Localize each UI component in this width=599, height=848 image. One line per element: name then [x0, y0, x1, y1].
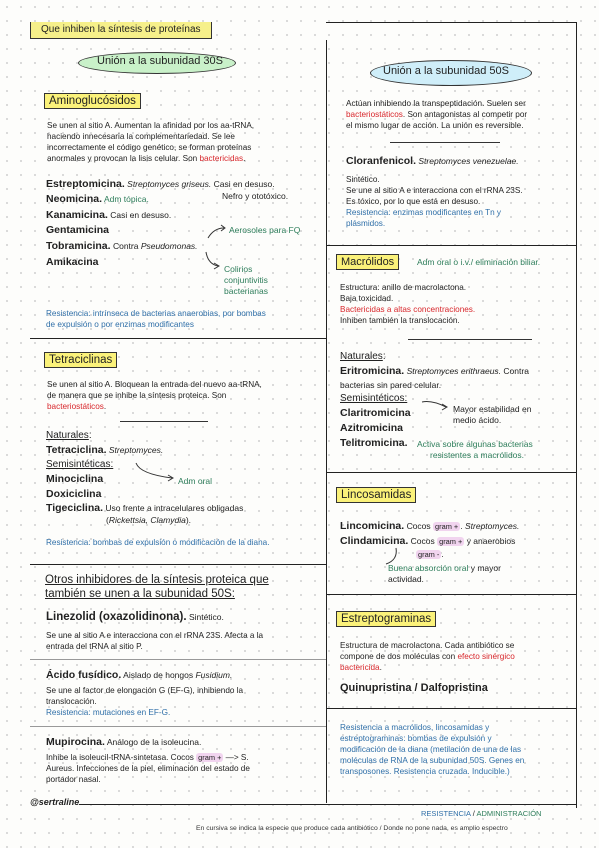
- text: Cocos: [406, 521, 434, 531]
- desc-line: de manera que se inhibe la síntesis proteica. Son: [47, 391, 227, 400]
- desc-line: entrada del tRNA al sitio P.: [46, 642, 143, 651]
- desc-line: Inhiben también la translocación.: [340, 316, 460, 325]
- text: .: [460, 521, 465, 531]
- resistance-line: estreptograminas: bombas de expulsión y: [340, 734, 492, 743]
- bactericidas-label: bactericidas: [199, 154, 244, 163]
- eritromicina-note: bacterias sin pared celular.: [340, 380, 442, 390]
- legend-administration: ADMINISTRACIÓN: [476, 809, 542, 818]
- acido-fusidico: Ácido fusídico.: [46, 669, 122, 681]
- text: .: [243, 154, 246, 163]
- note-line: resistentes a macrólidos.: [430, 450, 525, 460]
- nefro-note: Nefro y ototóxico.: [222, 191, 289, 201]
- text: Cocos: [410, 536, 438, 546]
- text: compone de dos moléculas con: [340, 652, 458, 661]
- note: Contra: [112, 241, 141, 251]
- legend-resistance: RESISTENCIA: [421, 809, 471, 818]
- intro-line: Actúan inhibiendo la transpeptidación. Suelen ser: [346, 99, 526, 108]
- naturales-label: Naturales: [340, 351, 383, 362]
- resistance-line: de expulsión o por enzimas modificantes: [46, 320, 194, 329]
- bacteriostaticos-label: bacteriostáticos: [346, 110, 403, 119]
- tigeciclina: Tigeciclina.: [46, 502, 103, 514]
- otros-title-line: Otros inhibidores de la síntesis proteica que: [45, 574, 269, 586]
- text: :: [382, 351, 386, 362]
- telitromicina: Telitromicina.: [340, 437, 408, 449]
- sinergico-label: efecto sinérgico: [457, 652, 515, 661]
- resistance-line: Resistencia: intrínseca de bacterias anaerobias, por bombas: [46, 309, 266, 318]
- legend: [421, 809, 541, 818]
- macrolidos-title: Macrólidos: [336, 254, 399, 270]
- kanamicina: Kanamicina.: [46, 209, 108, 221]
- text: (: [106, 515, 109, 525]
- desc-line: Estructura: anillo de macrolactona.: [340, 283, 467, 292]
- gram-negative-badge: gram -: [418, 550, 440, 559]
- species: Pseudomonas.: [140, 241, 198, 251]
- resistance-line: plásmidos.: [346, 219, 386, 228]
- desc-line: Baja toxicidad.: [340, 294, 394, 303]
- tetra-semisinteticas: Semisintéticas:: [46, 459, 114, 470]
- desc-line: Se une al sitio A e interacciona con el rRNA 23S.: [346, 186, 523, 195]
- estreptograminas-desc: [340, 640, 572, 673]
- eritromicina: Eritromicina.: [340, 365, 405, 377]
- gram-positive-badge: gram +: [435, 522, 459, 531]
- doxiciclina: Doxiciclina: [46, 488, 102, 500]
- signature: @sertraline: [30, 797, 80, 807]
- desc-line: [340, 651, 572, 662]
- text: y mayor: [468, 563, 501, 573]
- resistance-line: Resistencia: enzimas modificantes en Tn y: [346, 208, 502, 217]
- note: Casi en desuso.: [110, 210, 172, 220]
- species: Streptomyces.: [108, 445, 164, 455]
- mupirocina: Mupirocina.: [46, 736, 105, 748]
- bacteriostaticos-label: bacteriostáticos: [47, 402, 104, 411]
- desc-line: Se unen al sitio A. Bloquean la entrada del nuevo aa-tRNA,: [47, 380, 262, 389]
- aminoglucosidos-desc-line: haciendo innecesaria la complementariedad. Se lee: [47, 132, 235, 141]
- species: Streptomyces venezuelae.: [418, 156, 519, 166]
- desc-line: Aureus. Infecciones de la piel, eliminación del estado de: [46, 764, 250, 773]
- text: anormales y provocan la lisis celular. Son: [47, 154, 200, 163]
- resistance-line: Resistencia a macrólidos, lincosamidas y: [340, 723, 490, 732]
- estreptomicina: Estreptomicina.: [46, 178, 125, 190]
- text: ).: [185, 515, 192, 525]
- tetraciclina: Tetraciclina.: [46, 444, 107, 456]
- lincomicina: Lincomicina.: [340, 520, 405, 532]
- text: .: [379, 663, 382, 672]
- species: Streptomyces griseus.: [127, 179, 212, 189]
- aerosoles-note: Aerosoles para FQ: [229, 225, 301, 235]
- macro-semisinteticos: Semisintéticos:: [340, 393, 408, 404]
- tetraciclinas-resistance: Resistencia: bombas de expulsión o modificación de la diana.: [46, 538, 270, 547]
- linezolid: Linezolid (oxazolidinona).: [46, 611, 187, 623]
- adm-oral-note: Adm oral: [178, 476, 213, 486]
- absorcion-label: Buena absorción oral: [388, 563, 469, 573]
- note-line: medio ácido.: [453, 415, 502, 425]
- tobramicina: Tobramicina.: [46, 240, 111, 252]
- note: Casi en desuso.: [213, 179, 275, 189]
- species: Rickettsia, Clamydia: [108, 515, 186, 525]
- final-resistance: [340, 722, 524, 777]
- note: Aislado de hongos: [123, 670, 196, 680]
- page-title: Que inhiben la síntesis de proteínas: [41, 24, 201, 35]
- naturales-label: Naturales: [46, 430, 89, 441]
- otros-title-line: también se unen a la subunidad 50S:: [45, 588, 235, 600]
- bactericida-label: bactericida: [340, 663, 380, 672]
- colirios-line: Colirios: [224, 264, 253, 274]
- desc-line: Es tóxico, por lo que está en desuso.: [346, 197, 481, 206]
- aminoglucosidos-title: Aminoglucósidos: [44, 93, 141, 109]
- desc-line: Sintético.: [346, 175, 380, 184]
- macrolidos-adm: Adm oral o i.v./ eliminación biliar.: [417, 257, 541, 267]
- colirios-line: bacterianas: [224, 286, 268, 296]
- desc-line: Se une al sitio A e interacciona con el rRNA 23S. Afecta a la: [46, 631, 264, 640]
- resistance-line: modificación de la diana (metilación de una de las: [340, 745, 522, 754]
- note: Sintético.: [188, 612, 224, 622]
- aminoglucosidos-desc-line: Se unen al sitio A. Aumentan la afinidad por los aa-tRNA,: [47, 121, 255, 130]
- gram-positive-badge: gram +: [439, 537, 463, 546]
- footer-note: En cursiva se indica la especie que produce cada antibiótico / Donde no pone nada, es amplio espectro: [196, 825, 508, 832]
- desc-line: Se une al factor de elongación G (EF-G), inhibiendo la: [46, 686, 244, 695]
- neomicina: Neomicina.: [46, 193, 103, 205]
- note-line: Activa sobre algunas bacterias: [417, 439, 533, 449]
- text: :: [88, 430, 92, 441]
- text: .: [103, 402, 107, 411]
- desc-line: Estructura de macrolactona. Cada antibiótico se: [340, 641, 515, 650]
- text: Inhibe la isoleucil-tRNA-sintetasa. Cocos: [46, 753, 197, 762]
- note: Uso frente a intracelulares obligadas: [105, 503, 244, 513]
- bactericidas-label: Bactericidas a altas concentraciones.: [340, 305, 476, 314]
- intro-line: el mismo lugar de acción. La unión es reversible.: [346, 121, 524, 130]
- quinupristina-dalfopristina: Quinupristina / Dalfopristina: [340, 682, 488, 694]
- absorcion-note: [388, 563, 501, 585]
- gentamicina: Gentamicina: [46, 224, 110, 236]
- note-line: Mayor estabilidad en: [453, 404, 532, 414]
- gram-positive-badge: gram +: [198, 753, 222, 762]
- aminoglucosidos-desc-line: incorrectamente el código genético, se forman proteínas: [47, 143, 252, 152]
- text: y anaerobios: [464, 536, 516, 546]
- note-line: actividad.: [388, 574, 424, 584]
- minociclina: Minociclina: [46, 473, 104, 485]
- text: . Son antagonistas al competir por: [402, 110, 528, 119]
- amikacina: Amikacina: [46, 256, 99, 268]
- species: Streptomyces erithraeus.: [406, 366, 502, 376]
- text: /: [470, 809, 477, 818]
- note: Análogo de la isoleucina.: [106, 737, 202, 747]
- azitromicina: Azitromicina: [340, 422, 404, 434]
- species: Fusidium.: [195, 670, 233, 680]
- note-line: [388, 563, 501, 574]
- cloranfenicol: Cloranfenicol.: [346, 155, 417, 167]
- desc-line: translocación.: [46, 697, 97, 706]
- note: Contra: [503, 366, 529, 376]
- subunit-30s-title: Unión a la subunidad 30S: [97, 55, 223, 67]
- estreptograminas-title: Estreptograminas: [336, 611, 436, 627]
- resistance-line: moléculas de RNA de la subunidad 50S. Genes en: [340, 756, 525, 765]
- claritromicina: Claritromicina: [340, 407, 411, 419]
- clindamicina: Clindamicina.: [340, 535, 409, 547]
- resistance-line: transposones. Resistencia cruzada. Inducible.): [340, 767, 510, 776]
- colirios-line: conjuntivitis: [224, 275, 268, 285]
- administration-note: Adm tópica.: [103, 194, 149, 204]
- tetraciclinas-title: Tetraciclinas: [44, 352, 117, 368]
- text: —> S.: [225, 753, 249, 762]
- desc-line: portador nasal.: [46, 775, 101, 784]
- fusidico-resistance: Resistencia: mutaciones en EF-G.: [46, 708, 171, 717]
- subunit-50s-title: Unión a la subunidad 50S: [383, 65, 509, 77]
- species: Streptomyces.: [464, 521, 520, 531]
- lincosamidas-title: Lincosamidas: [336, 487, 416, 503]
- text: .: [441, 549, 444, 559]
- desc-line: [340, 662, 572, 673]
